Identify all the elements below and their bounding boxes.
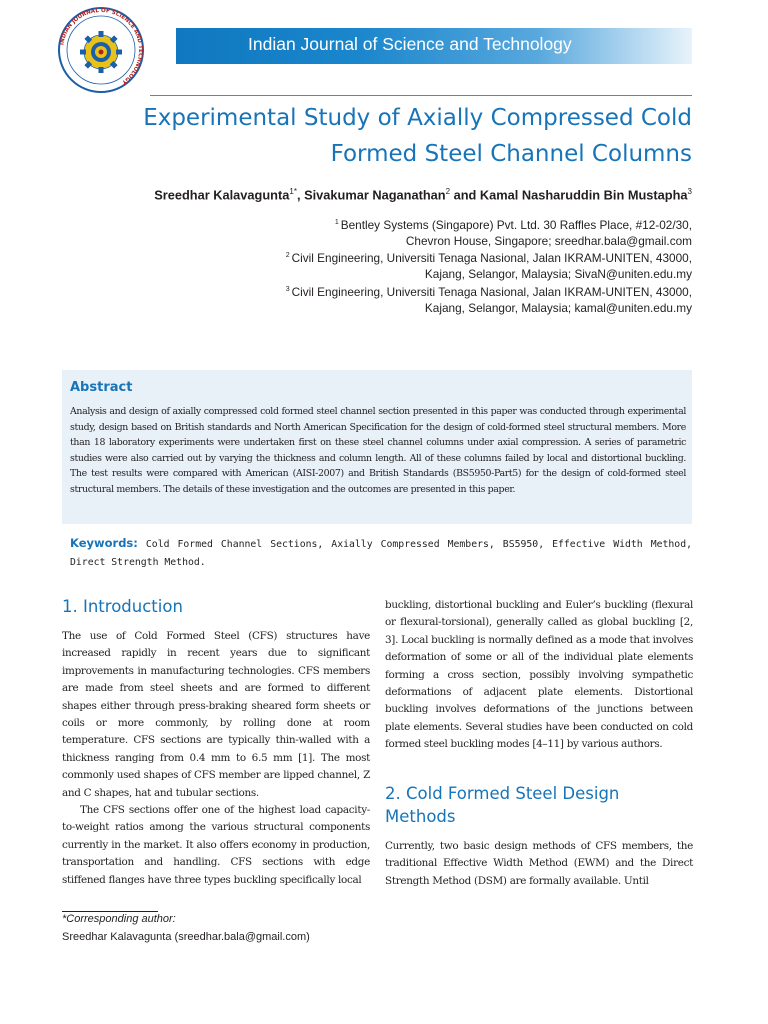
paragraph: Currently, two basic design methods of CFS members, the traditional Effective Width Method (EWM) and the Direct Strength Method (DSM) are formally available. Until (385, 840, 693, 887)
right-column-text-2 (385, 838, 693, 890)
affiliation-mark: 1 (334, 219, 339, 226)
affiliation-mark: 3 (285, 286, 290, 293)
author-mark: 3 (687, 187, 692, 196)
affiliation-line: Kajang, Selangor, Malaysia; SivaN@uniten.edu.my (424, 266, 692, 281)
article-title-line-2: Formed Steel Channel Columns (330, 141, 692, 167)
logo-ring-text: INDIAN JOURNAL OF SCIENCE AND TECHNOLOGY (59, 7, 144, 86)
author-separator: and (450, 187, 480, 203)
left-column-text (62, 628, 370, 889)
section-heading-introduction: 1. Introduction (62, 597, 183, 616)
author-name: Sreedhar Kalavagunta (154, 187, 290, 203)
affiliation-line: Kajang, Selangor, Malaysia; kamal@uniten.edu.my (424, 300, 692, 315)
journal-logo-icon (57, 6, 145, 94)
affiliation-2 (286, 248, 692, 282)
keywords-label: Keywords: (70, 536, 138, 550)
author-mark: 2 (445, 187, 451, 196)
author-mark: 1* (289, 187, 297, 196)
keywords (70, 534, 692, 572)
affiliation-3 (286, 282, 692, 316)
abstract-body: Analysis and design of axially compressed cold formed steel channel section presented in this paper was conducted through experimental study, design based on British standards and North American Specification for the design of cold-formed steel structural members. More than 18 laboratory experiments were undertaken first on these steel channel columns under axial compression. A series of parametric studies were also carried out by varying the thickness and column length. All of these columns failed by local and distortional buckling. The test results were compared with American (AISI-2007) and British Standards (BS5950-Part5) for the design of cold-formed steel structural members. The details of these investigation and the outcomes are presented in this paper. (70, 406, 686, 495)
author-name: Kamal Nasharuddin Bin Mustapha (479, 187, 688, 203)
affiliation-line: Civil Engineering, Universiti Tenaga Nasional, Jalan IKRAM-UNITEN, 43000, (291, 284, 692, 299)
footnote-rule (62, 911, 158, 912)
affiliation-line: Civil Engineering, Universiti Tenaga Nasional, Jalan IKRAM-UNITEN, 43000, (291, 250, 692, 265)
keywords-text: Cold Formed Channel Sections, Axially Compressed Members, BS5950, Effective Width Method, Direct Strength Method. (70, 539, 692, 568)
section-heading-line: 2. Cold Formed Steel Design (385, 784, 620, 803)
article-title (72, 100, 692, 172)
right-column-text (385, 597, 693, 754)
affiliation-1 (335, 215, 692, 249)
journal-name: Indian Journal of Science and Technology (248, 34, 572, 54)
author-separator: , (296, 187, 305, 203)
affiliation-mark: 2 (285, 252, 290, 259)
paragraph: The CFS sections offer one of the highest load capacity-to-weight ratios among the various structural components currently in the market. It also offers economy in production, transportation and handling. CFS sections with edge stiffened flanges have three types buckling specifically local (62, 804, 370, 886)
paragraph: buckling, distortional buckling and Euler’s buckling (flexural or flexural-torsional), generally called as global buckling [2, 3]. Local buckling is normally defined as a mode that involves deformation of some or all of the individual plate elements forming a cross section, possibly involving sympathetic deformations of adjacent plate elements. Distortional buckling involves deformations of the junctions between plate elements. Several studies have been conducted on cold formed steel buckling modes [4–11] by various authors. (385, 599, 693, 751)
author-list (154, 187, 692, 202)
paragraph: The use of Cold Formed Steel (CFS) structures have increased rapidly in recent years due to significant improvements in manufacturing technologies. CFS members are made from steel sheets and are formed to different shapes either through press-braking sheared form sheets or coils or more commonly, by rolling done at room temperature. CFS sections are typically thin-walled with a thickness ranging from 0.4 mm to 6.5 mm [1]. The most commonly used shapes of CFS member are lipped channel, Z and C shapes, hat and tubular sections. (62, 630, 370, 799)
header-divider (150, 95, 692, 96)
footnote-label: *Corresponding author: (62, 913, 176, 925)
section-heading-line: Methods (385, 807, 456, 826)
footnote-text: Sreedhar Kalavagunta (sreedhar.bala@gmail.com) (62, 931, 310, 943)
affiliation-line: Bentley Systems (Singapore) Pvt. Ltd. 30 Raffles Place, #12-02/30, (340, 217, 692, 232)
abstract-heading: Abstract (70, 380, 133, 395)
article-title-line-1: Experimental Study of Axially Compressed Cold (143, 105, 692, 131)
author-name: Sivakumar Naganathan (304, 187, 446, 203)
section-heading-design-methods (385, 782, 619, 828)
affiliation-line: Chevron House, Singapore; sreedhar.bala@gmail.com (405, 233, 692, 248)
